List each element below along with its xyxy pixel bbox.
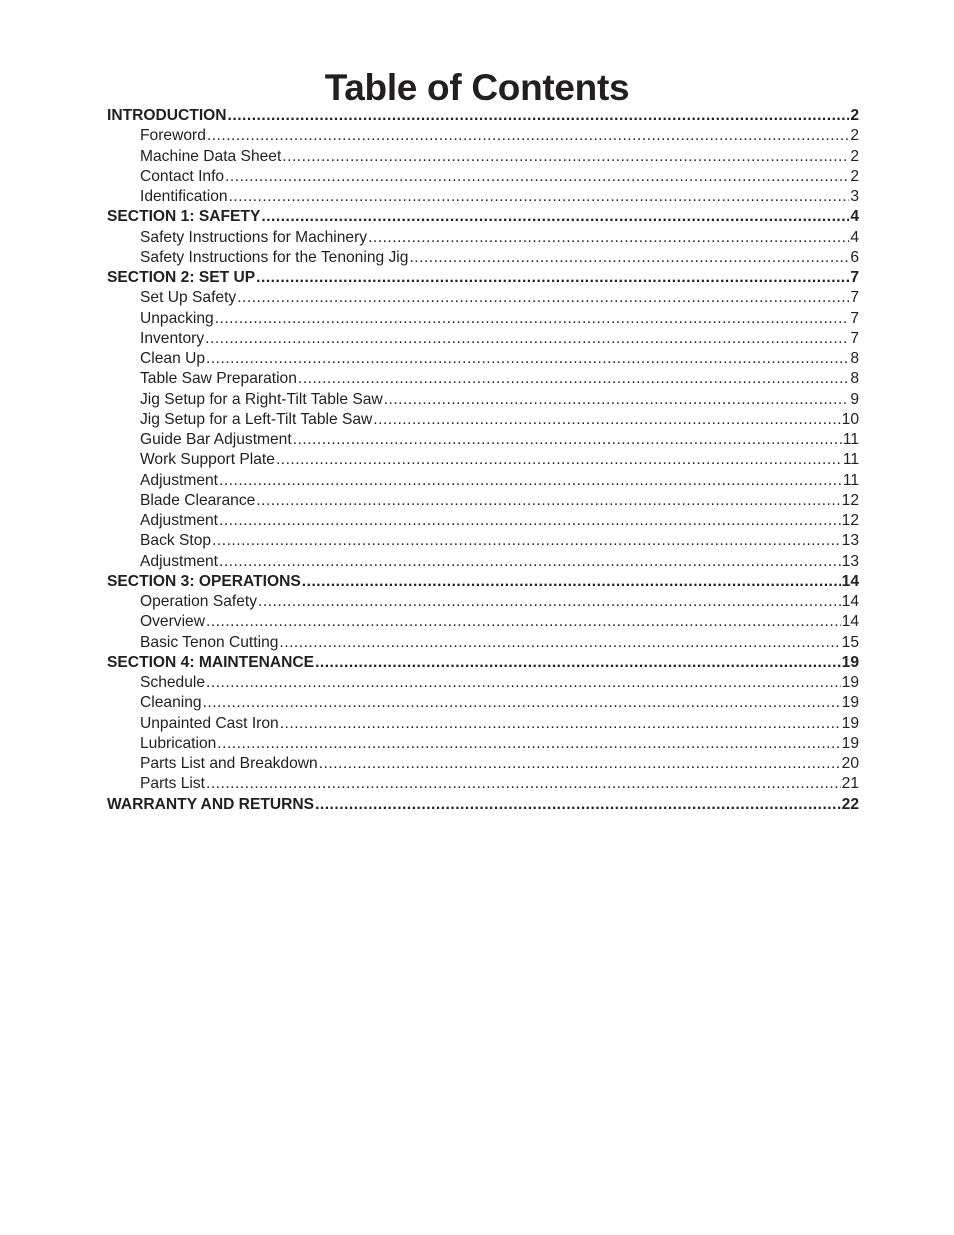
toc-page-number: 19 bbox=[841, 674, 859, 691]
toc-dot-leader bbox=[279, 633, 840, 653]
toc-page-number: 13 bbox=[841, 552, 859, 570]
toc-dot-leader bbox=[203, 693, 841, 713]
toc-subsection-entry[interactable] bbox=[107, 228, 859, 248]
toc-page-number: 7 bbox=[850, 289, 859, 307]
toc-entry-label: Work Support Plate bbox=[140, 451, 275, 469]
toc-page-number: 13 bbox=[841, 532, 859, 550]
toc-entry-label: Adjustment bbox=[140, 552, 219, 570]
toc-dot-leader bbox=[215, 309, 850, 329]
toc-entry-label: Safety Instructions for Machinery bbox=[140, 228, 368, 246]
toc-entry-label: Overview bbox=[140, 613, 205, 631]
toc-subsection-entry[interactable] bbox=[107, 714, 859, 734]
toc-entry-label: SECTION 3: OPERATIONS bbox=[107, 572, 301, 590]
toc-dot-leader bbox=[302, 572, 841, 592]
toc-entry-label: Machine Data Sheet bbox=[140, 147, 282, 165]
toc-subsection-entry[interactable] bbox=[107, 511, 859, 531]
toc-subsection-entry[interactable] bbox=[107, 187, 859, 207]
toc-dot-leader bbox=[219, 471, 842, 491]
toc-entry-label: SECTION 4: MAINTENANCE bbox=[107, 653, 315, 671]
toc-page-number: 10 bbox=[841, 410, 859, 428]
toc-entry-label: Schedule bbox=[140, 674, 206, 691]
toc-subsection-entry[interactable] bbox=[107, 592, 859, 612]
toc-section-entry[interactable] bbox=[107, 106, 859, 126]
toc-subsection-entry[interactable] bbox=[107, 450, 859, 470]
toc-dot-leader bbox=[237, 288, 849, 308]
toc-dot-leader bbox=[212, 531, 841, 551]
toc-entry-label: Blade Clearance bbox=[140, 491, 256, 509]
toc-page-number: 11 bbox=[842, 431, 859, 448]
toc-entry-label: Adjustment bbox=[140, 512, 219, 529]
toc-subsection-entry[interactable] bbox=[107, 430, 859, 450]
toc-subsection-entry[interactable] bbox=[107, 633, 859, 653]
page-title: Table of Contents bbox=[324, 67, 630, 108]
toc-page-number: 3 bbox=[850, 188, 859, 205]
toc-entry-label: Contact Info bbox=[140, 167, 225, 185]
toc-subsection-entry[interactable] bbox=[107, 349, 859, 369]
toc-entry-label: INTRODUCTION bbox=[107, 107, 227, 124]
toc-subsection-entry[interactable] bbox=[107, 491, 859, 511]
toc-page-number: 19 bbox=[841, 714, 859, 732]
toc-dot-leader bbox=[409, 248, 849, 268]
toc-dot-leader bbox=[205, 329, 849, 349]
toc-dot-leader bbox=[206, 612, 841, 632]
toc-subsection-entry[interactable] bbox=[107, 147, 859, 167]
toc-dot-leader bbox=[206, 349, 849, 369]
toc-entry-label: Jig Setup for a Right-Tilt Table Saw bbox=[140, 390, 383, 408]
toc-subsection-entry[interactable] bbox=[107, 754, 859, 774]
toc-entry-label: Adjustment bbox=[140, 471, 219, 489]
toc-entry-label: SECTION 1: SAFETY bbox=[107, 208, 261, 226]
toc-subsection-entry[interactable] bbox=[107, 774, 859, 794]
toc-subsection-entry[interactable] bbox=[107, 369, 859, 389]
table-of-contents bbox=[107, 106, 859, 815]
toc-entry-label: Foreword bbox=[140, 127, 206, 145]
toc-dot-leader bbox=[225, 167, 849, 187]
toc-dot-leader bbox=[261, 207, 849, 227]
toc-dot-leader bbox=[315, 653, 841, 673]
toc-dot-leader bbox=[217, 734, 840, 754]
toc-entry-label: Parts List and Breakdown bbox=[140, 755, 318, 772]
toc-page-number: 7 bbox=[850, 269, 859, 286]
toc-page-number: 14 bbox=[841, 572, 859, 590]
toc-subsection-entry[interactable] bbox=[107, 471, 859, 491]
toc-dot-leader bbox=[228, 106, 850, 126]
toc-page-number: 4 bbox=[850, 228, 859, 246]
toc-entry-label: Guide Bar Adjustment bbox=[140, 431, 292, 448]
toc-dot-leader bbox=[219, 511, 841, 531]
toc-dot-leader bbox=[315, 795, 841, 815]
toc-dot-leader bbox=[207, 126, 849, 146]
toc-page-number: 2 bbox=[850, 147, 859, 165]
toc-dot-leader bbox=[368, 228, 849, 248]
toc-page-number: 11 bbox=[842, 471, 859, 489]
toc-dot-leader bbox=[384, 390, 850, 410]
toc-page-number: 9 bbox=[850, 390, 859, 408]
toc-entry-label: Back Stop bbox=[140, 532, 212, 550]
toc-subsection-entry[interactable] bbox=[107, 552, 859, 572]
toc-entry-label: Set Up Safety bbox=[140, 289, 237, 307]
toc-page-number: 15 bbox=[841, 633, 859, 651]
toc-subsection-entry[interactable] bbox=[107, 309, 859, 329]
toc-entry-label: Parts List bbox=[140, 775, 205, 793]
toc-page-number: 2 bbox=[850, 127, 859, 145]
toc-entry-label: Unpainted Cast Iron bbox=[140, 714, 279, 732]
toc-page-number: 6 bbox=[850, 248, 859, 266]
toc-page-number: 8 bbox=[850, 350, 859, 367]
toc-subsection-entry[interactable] bbox=[107, 531, 859, 551]
toc-entry-label: Safety Instructions for the Tenoning Jig bbox=[140, 248, 409, 266]
toc-section-entry[interactable] bbox=[107, 207, 859, 227]
toc-page-number: 14 bbox=[841, 613, 859, 631]
toc-section-entry[interactable] bbox=[107, 572, 859, 592]
toc-dot-leader bbox=[373, 410, 840, 430]
toc-page-number: 19 bbox=[841, 694, 859, 712]
toc-page-number: 7 bbox=[850, 329, 859, 347]
toc-page-number: 12 bbox=[841, 491, 859, 509]
toc-section-entry[interactable] bbox=[107, 268, 859, 288]
toc-subsection-entry[interactable] bbox=[107, 612, 859, 632]
toc-dot-leader bbox=[298, 369, 849, 389]
toc-section-entry[interactable] bbox=[107, 653, 859, 673]
toc-entry-label: Jig Setup for a Left-Tilt Table Saw bbox=[140, 410, 373, 428]
toc-subsection-entry[interactable] bbox=[107, 248, 859, 268]
toc-dot-leader bbox=[206, 774, 841, 794]
toc-page-number: 8 bbox=[850, 370, 859, 388]
toc-page-number: 20 bbox=[841, 755, 859, 772]
toc-page-number: 4 bbox=[850, 208, 859, 226]
toc-subsection-entry[interactable] bbox=[107, 734, 859, 754]
toc-dot-leader bbox=[280, 714, 841, 734]
toc-entry-label: Operation Safety bbox=[140, 593, 258, 610]
toc-subsection-entry[interactable] bbox=[107, 410, 859, 430]
toc-subsection-entry[interactable] bbox=[107, 288, 859, 308]
toc-dot-leader bbox=[206, 673, 841, 693]
toc-dot-leader bbox=[319, 754, 841, 774]
toc-page-number: 19 bbox=[841, 653, 859, 671]
toc-entry-label: Unpacking bbox=[140, 309, 214, 327]
toc-entry-label: Table Saw Preparation bbox=[140, 370, 297, 388]
toc-dot-leader bbox=[282, 147, 849, 167]
toc-subsection-entry[interactable] bbox=[107, 390, 859, 410]
toc-dot-leader bbox=[258, 592, 841, 612]
toc-entry-label: Cleaning bbox=[140, 694, 202, 712]
toc-page-number: 2 bbox=[850, 107, 859, 124]
toc-dot-leader bbox=[276, 450, 842, 470]
toc-dot-leader bbox=[229, 187, 850, 207]
toc-section-entry[interactable] bbox=[107, 795, 859, 815]
toc-page-number: 7 bbox=[850, 309, 859, 327]
toc-entry-label: SECTION 2: SET UP bbox=[107, 269, 256, 286]
toc-entry-label: Identification bbox=[140, 188, 228, 205]
toc-page-number: 12 bbox=[841, 512, 859, 529]
toc-page-number: 14 bbox=[841, 593, 859, 610]
toc-subsection-entry[interactable] bbox=[107, 693, 859, 713]
toc-page-number: 19 bbox=[841, 734, 859, 752]
toc-dot-leader bbox=[256, 491, 840, 511]
toc-dot-leader bbox=[219, 552, 841, 572]
toc-subsection-entry[interactable] bbox=[107, 126, 859, 146]
toc-entry-label: Inventory bbox=[140, 329, 205, 347]
toc-entry-label: WARRANTY AND RETURNS bbox=[107, 795, 315, 813]
toc-subsection-entry[interactable] bbox=[107, 167, 859, 187]
toc-entry-label: Clean Up bbox=[140, 350, 206, 367]
toc-dot-leader bbox=[293, 430, 842, 450]
toc-dot-leader bbox=[256, 268, 849, 288]
toc-subsection-entry[interactable] bbox=[107, 673, 859, 693]
toc-subsection-entry[interactable] bbox=[107, 329, 859, 349]
toc-entry-label: Basic Tenon Cutting bbox=[140, 633, 279, 651]
toc-page-number: 21 bbox=[841, 775, 859, 793]
toc-page-number: 11 bbox=[842, 451, 859, 469]
toc-page-number: 22 bbox=[841, 795, 859, 813]
toc-page-number: 2 bbox=[850, 167, 859, 185]
toc-entry-label: Lubrication bbox=[140, 734, 217, 752]
